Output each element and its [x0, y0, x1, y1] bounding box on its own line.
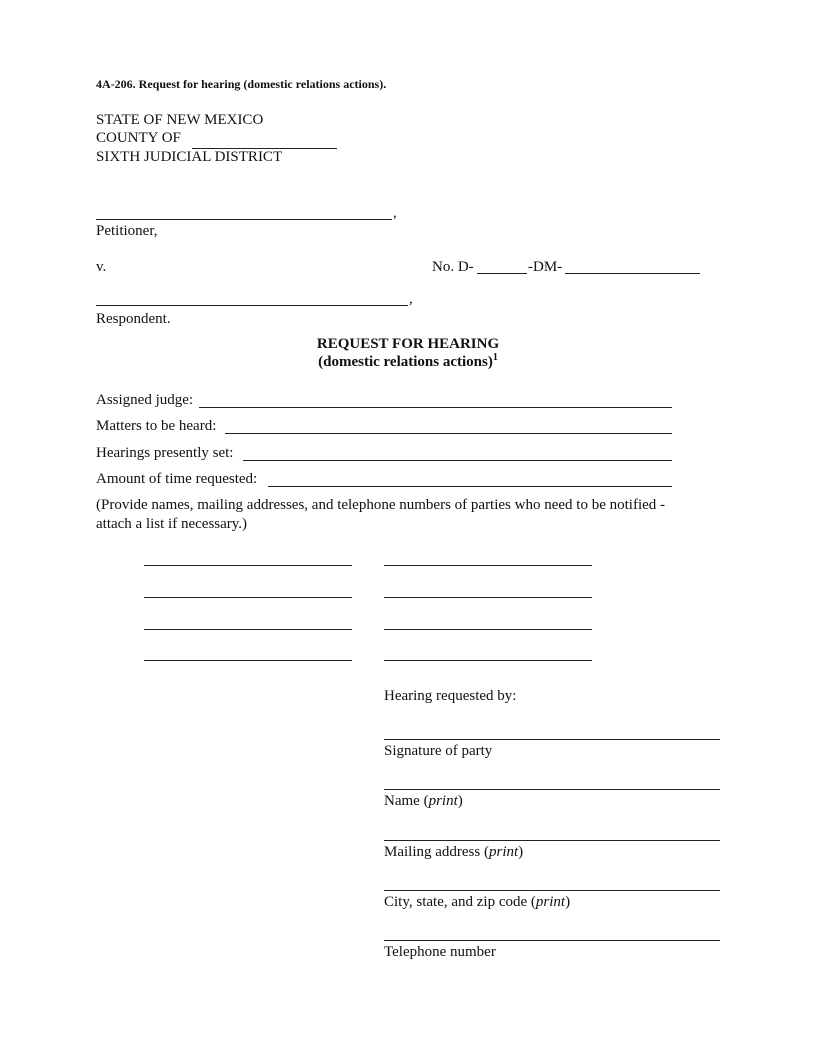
form-subtitle-text: (domestic relations actions) — [318, 354, 493, 370]
requested-by-label: Hearing requested by: — [384, 688, 517, 704]
footnote-ref: 1 — [492, 352, 498, 363]
signature-input[interactable] — [384, 719, 720, 740]
case-no-prefix: No. D- — [432, 259, 474, 275]
assigned-judge-input[interactable] — [199, 387, 672, 408]
name-input[interactable] — [384, 769, 720, 790]
signature-label: Signature of party — [384, 743, 493, 759]
matters-label: Matters to be heard: — [96, 418, 217, 434]
county-input[interactable] — [192, 128, 337, 149]
telephone-label: Telephone number — [384, 944, 496, 960]
time-requested-label: Amount of time requested: — [96, 471, 258, 487]
versus-label: v. — [96, 259, 107, 275]
hearings-set-label: Hearings presently set: — [96, 445, 234, 461]
respondent-name-input[interactable] — [96, 285, 408, 306]
city-state-zip-label: City, state, and zip code (print) — [384, 894, 571, 910]
mailing-address-label: Mailing address (print) — [384, 844, 524, 860]
respondent-comma: , — [409, 291, 413, 307]
address-print-note: print — [488, 844, 519, 860]
city-print-note: print — [535, 894, 566, 910]
name-print-note: print — [428, 793, 458, 809]
party-line-right-1[interactable] — [384, 545, 592, 566]
matters-input[interactable] — [225, 413, 672, 434]
petitioner-comma: , — [393, 205, 397, 221]
petitioner-label: Petitioner, — [96, 223, 158, 239]
case-no-mid: -DM- — [528, 259, 563, 275]
party-line-right-4[interactable] — [384, 640, 592, 661]
assigned-judge-label: Assigned judge: — [96, 392, 194, 408]
party-line-right-2[interactable] — [384, 577, 592, 598]
telephone-input[interactable] — [384, 920, 720, 941]
city-state-zip-label-text: City, state, and zip code — [384, 894, 528, 910]
party-line-left-3[interactable] — [144, 609, 352, 630]
party-line-left-2[interactable] — [144, 577, 352, 598]
mailing-address-input[interactable] — [384, 820, 720, 841]
party-line-left-1[interactable] — [144, 545, 352, 566]
party-line-right-3[interactable] — [384, 609, 592, 630]
case-number-input[interactable] — [565, 253, 700, 274]
time-requested-input[interactable] — [268, 466, 672, 487]
caption-district: SIXTH JUDICIAL DISTRICT — [96, 149, 283, 165]
instructions-line1: (Provide names, mailing addresses, and telephone numbers of parties who need to be notified - — [96, 497, 666, 513]
rule-title: 4A-206. Request for hearing (domestic relations actions). — [96, 77, 387, 91]
mailing-address-label-text: Mailing address — [384, 844, 481, 860]
case-year-input[interactable] — [477, 253, 527, 274]
party-line-left-4[interactable] — [144, 640, 352, 661]
form-subtitle — [96, 353, 720, 371]
name-label: Name (print) — [384, 793, 463, 809]
form-title: REQUEST FOR HEARING — [316, 336, 500, 352]
caption-county-label: COUNTY OF — [96, 130, 181, 146]
petitioner-name-input[interactable] — [96, 199, 392, 220]
respondent-label: Respondent. — [96, 311, 171, 327]
instructions-line2: attach a list if necessary.) — [96, 516, 248, 532]
city-state-zip-input[interactable] — [384, 870, 720, 891]
hearings-set-input[interactable] — [243, 440, 672, 461]
name-label-text: Name — [384, 793, 420, 809]
caption-state: STATE OF NEW MEXICO — [96, 112, 264, 128]
